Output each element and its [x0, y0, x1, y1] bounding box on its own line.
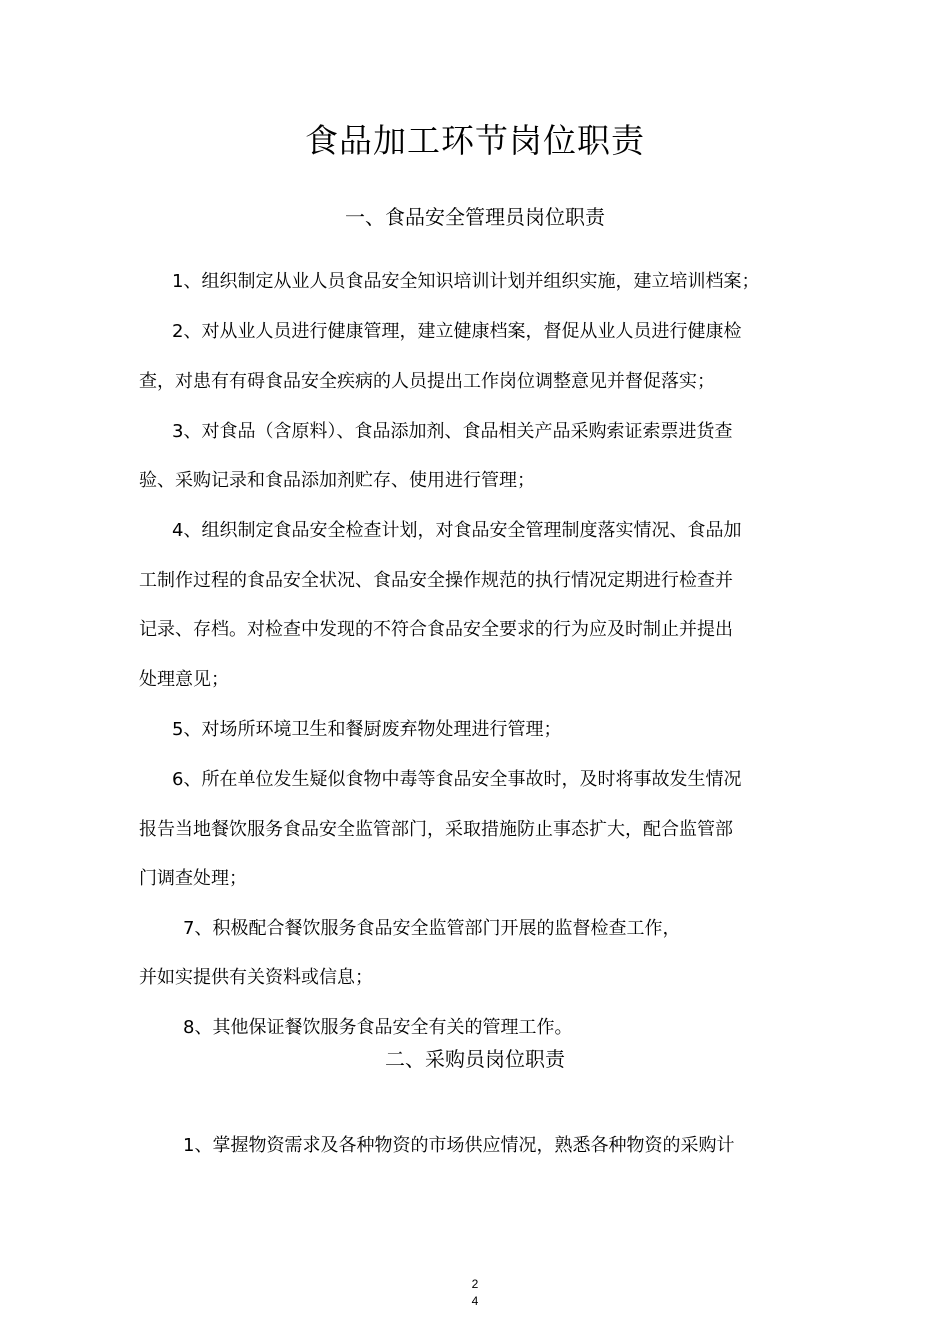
paragraph-line: 验、采购记录和食品添加剂贮存、使用进行管理；	[139, 470, 535, 491]
paragraph-line: 2、对从业人员进行健康管理，建立健康档案，督促从业人员进行健康检	[172, 321, 742, 342]
paragraph-line: 门调查处理；	[139, 868, 247, 889]
paragraph-line: 报告当地餐饮服务食品安全监管部门，采取措施防止事态扩大，配合监管部	[139, 819, 733, 840]
page-number-digit: 4	[471, 1294, 479, 1308]
paragraph-line: 并如实提供有关资料或信息；	[139, 967, 373, 988]
paragraph-line: 工制作过程的食品安全状况、食品安全操作规范的执行情况定期进行检查并	[139, 570, 733, 591]
paragraph-line: 1、掌握物资需求及各种物资的市场供应情况，熟悉各种物资的采购计	[183, 1135, 735, 1156]
paragraph-line: 1、组织制定从业人员食品安全知识培训计划并组织实施，建立培训档案；	[172, 271, 760, 292]
paragraph-line: 3、对食品（含原料）、食品添加剂、食品相关产品采购索证索票进货查	[172, 421, 733, 442]
section-heading-1: 一、食品安全管理员岗位职责	[345, 205, 605, 229]
paragraph-line: 查，对患有有碍食品安全疾病的人员提出工作岗位调整意见并督促落实；	[139, 371, 715, 392]
paragraph-line: 处理意见；	[139, 669, 229, 690]
section-heading-2: 二、采购员岗位职责	[385, 1047, 565, 1071]
paragraph-line: 7、积极配合餐饮服务食品安全监管部门开展的监督检查工作，	[183, 918, 681, 939]
paragraph-line: 6、所在单位发生疑似食物中毒等食品安全事故时，及时将事故发生情况	[172, 769, 742, 790]
paragraph-line: 8、其他保证餐饮服务食品安全有关的管理工作。	[183, 1017, 573, 1038]
page-number-digit: 2	[471, 1277, 479, 1291]
paragraph-line: 5、对场所环境卫生和餐厨废弃物处理进行管理；	[172, 719, 562, 740]
document-title: 食品加工环节岗位职责	[305, 121, 645, 160]
paragraph-line: 记录、存档。对检查中发现的不符合食品安全要求的行为应及时制止并提出	[139, 619, 733, 640]
paragraph-line: 4、组织制定食品安全检查计划，对食品安全管理制度落实情况、食品加	[172, 520, 742, 541]
